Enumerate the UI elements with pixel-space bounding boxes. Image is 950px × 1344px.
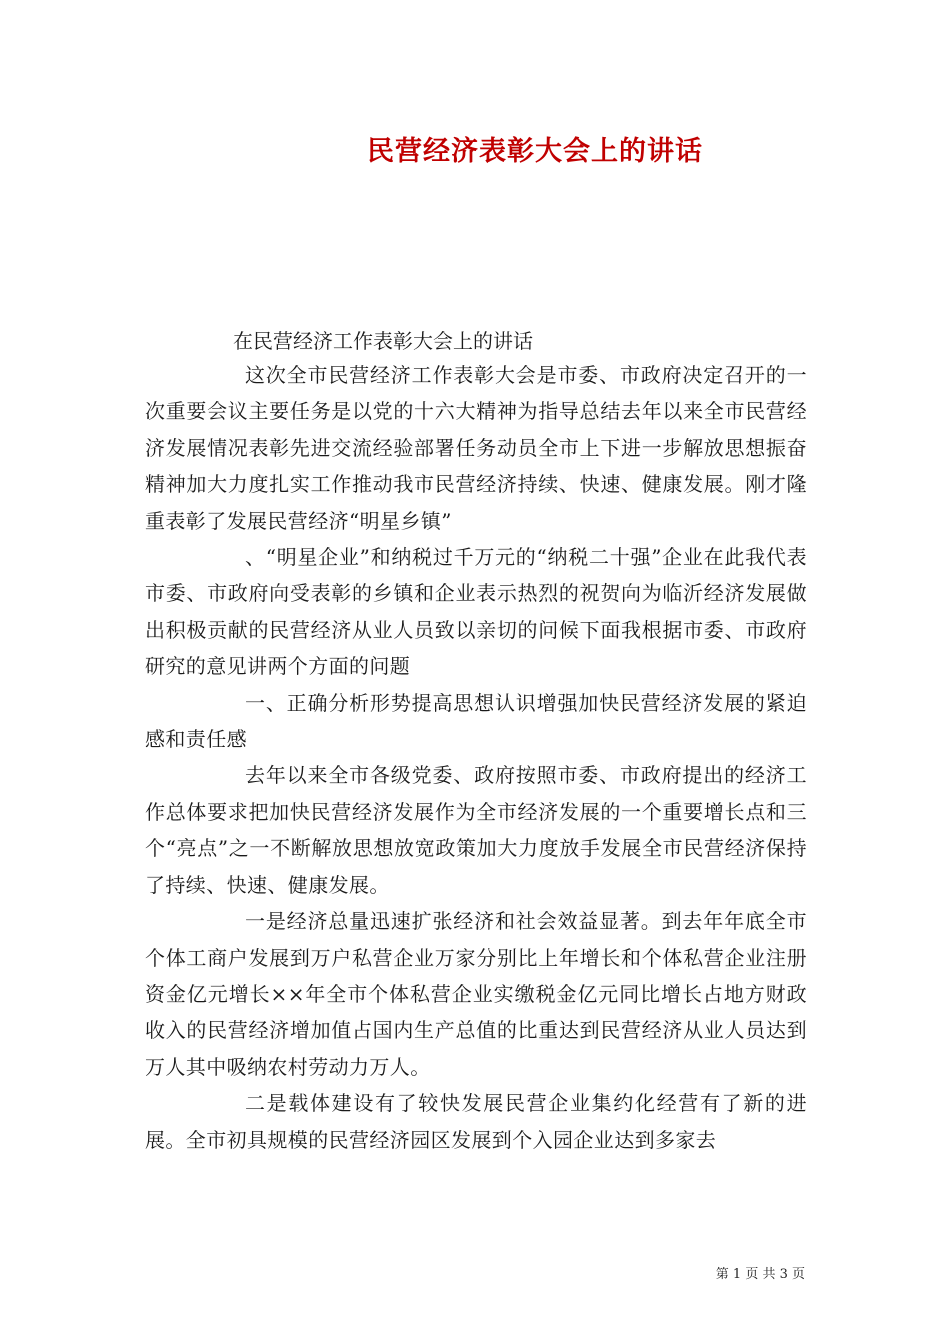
- document-title: 民营经济表彰大会上的讲话: [367, 136, 703, 167]
- paragraph: 、“明星企业”和纳税过千万元的“纳税二十强”企业在此我代表市委、市政府向受表彰的乡镇和企业表示热烈的祝贺向为临沂经济发展做出积极贡献的民营经济从业人员致以亲切的问候下面我根据市委、市政府研究的意见讲两个方面的问题: [145, 545, 807, 679]
- document-subtitle: 在民营经济工作表彰大会上的讲话: [233, 329, 533, 353]
- paragraph: 二是载体建设有了较快发展民营企业集约化经营有了新的进展。全市初具规模的民营经济园区发展到个入园企业达到多家去: [145, 1091, 807, 1152]
- section-heading: 一、正确分析形势提高思想认识增强加快民营经济发展的紧迫感和责任感: [145, 690, 807, 752]
- paragraph: 去年以来全市各级党委、政府按照市委、市政府提出的经济工作总体要求把加快民营经济发展作为全市经济发展的一个重要增长点和三个“亮点”之一不断解放思想放宽政策加大力度放手发展全市民营经济保持了持续、快速、健康发展。: [145, 763, 807, 897]
- page-number: 第 1 页 共 3 页: [715, 1267, 805, 1282]
- paragraph: 这次全市民营经济工作表彰大会是市委、市政府决定召开的一次重要会议主要任务是以党的十六大精神为指导总结去年以来全市民营经济发展情况表彰先进交流经验部署任务动员全市上下进一步解放思想振奋精神加大力度扎实工作推动我市民营经济持续、快速、健康发展。刚才隆重表彰了发展民营经济“明星乡镇”: [145, 363, 807, 533]
- document-body: [145, 357, 807, 1158]
- paragraph: 一是经济总量迅速扩张经济和社会效益显著。到去年年底全市个体工商户发展到万户私营企业万家分别比上年增长和个体私营企业注册资金亿元增长××年全市个体私营企业实缴税金亿元同比增长占地方财政收入的民营经济增加值占国内生产总值的比重达到民营经济从业人员达到万人其中吸纳农村劳动力万人。: [145, 909, 807, 1079]
